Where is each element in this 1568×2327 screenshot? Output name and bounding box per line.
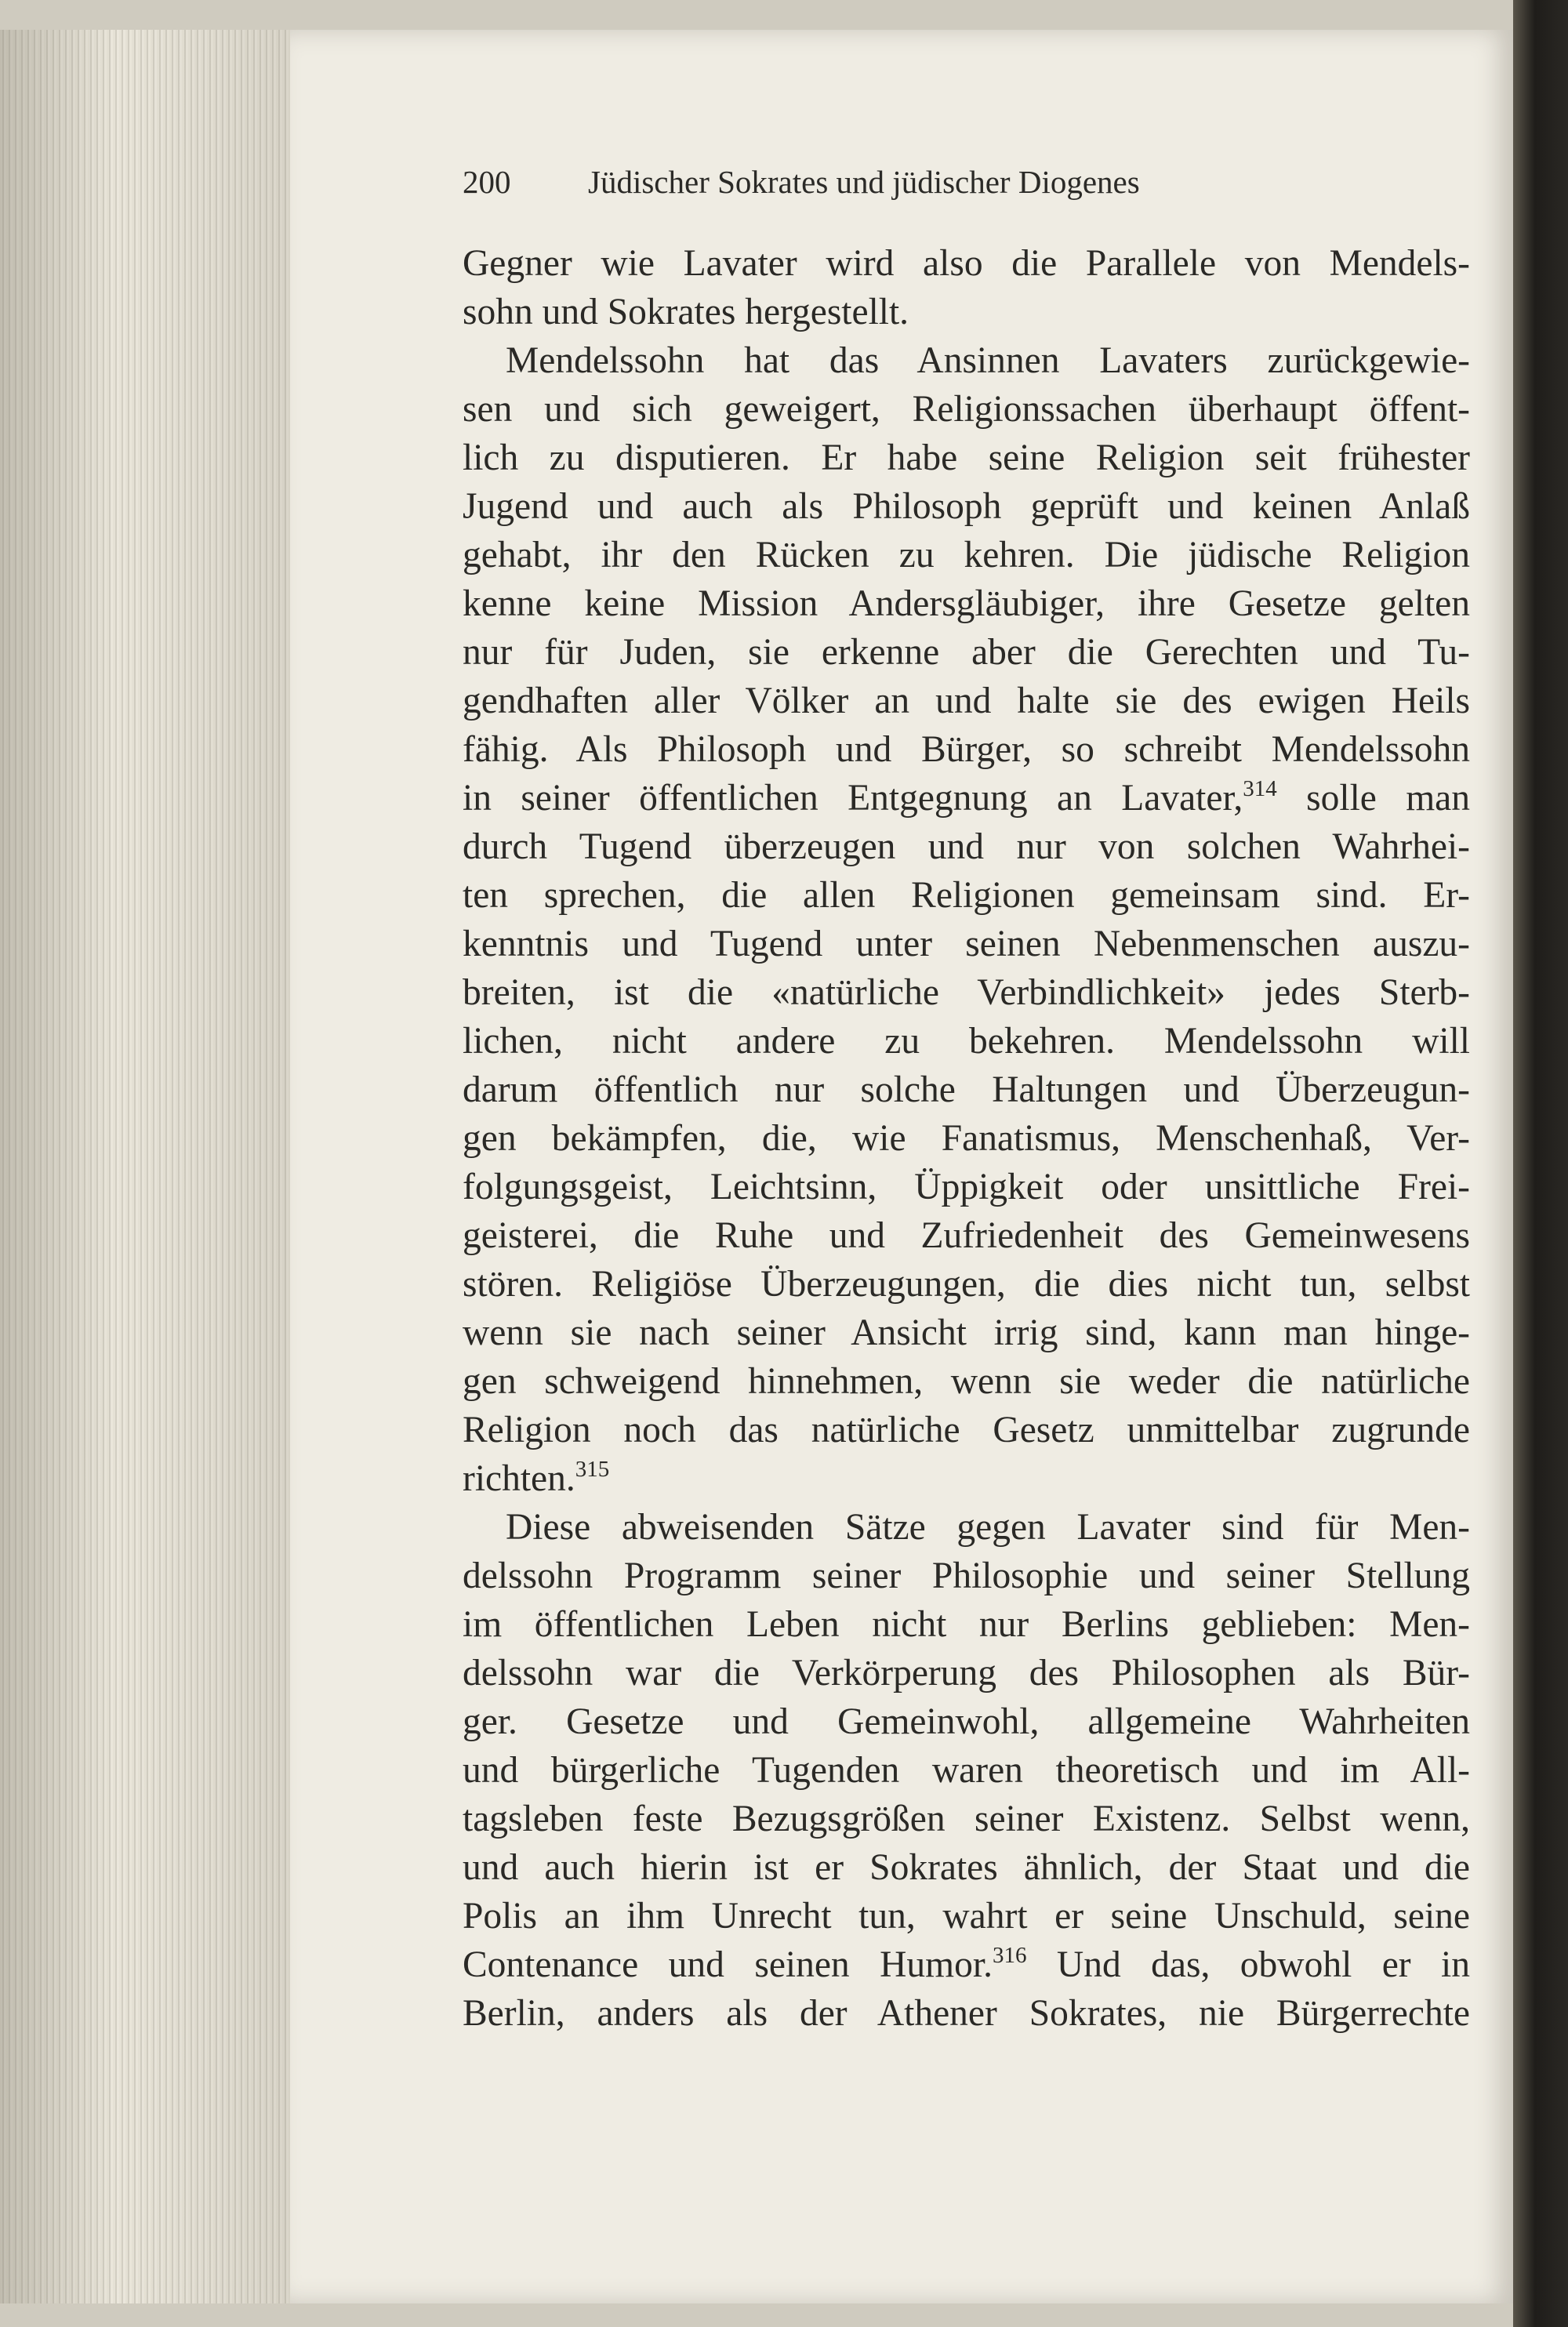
book-binding-edge xyxy=(1513,0,1568,2327)
text-line: fähig. Als Philosoph und Bürger, so schreibt Mendelssohn xyxy=(463,729,1470,770)
text-line: durch Tugend überzeugen und nur von solchen Wahrhei- xyxy=(463,826,1470,867)
text-line: kenntnis und Tugend unter seinen Nebenmenschen auszu- xyxy=(463,924,1470,964)
text-line: Berlin, anders als der Athener Sokrates, nie Bürgerrechte xyxy=(463,1993,1470,2034)
line-text: richten. xyxy=(463,1458,575,1499)
text-line: lichen, nicht andere zu bekehren. Mendelssohn will xyxy=(463,1021,1470,1062)
text-line: gehabt, ihr den Rücken zu kehren. Die jüdische Religion xyxy=(463,535,1470,575)
text-line: delssohn war die Verkörperung des Philosophen als Bür- xyxy=(463,1653,1470,1694)
footnote-marker-314: 314 xyxy=(1243,776,1277,801)
text-line: und bürgerliche Tugenden waren theoretisch und im All- xyxy=(463,1750,1470,1791)
line-text-tail: Und das, obwohl er in xyxy=(1056,1944,1471,1985)
page-number: 200 xyxy=(463,164,511,200)
line-text-tail: solle man xyxy=(1306,778,1471,819)
text-line-with-footnote xyxy=(463,774,1470,822)
text-line: gendhaften aller Völker an und halte sie des ewigen Heils xyxy=(463,681,1470,721)
text-line: gen bekämpfen, die, wie Fanatismus, Menschenhaß, Ver- xyxy=(463,1118,1470,1159)
text-line: Jugend und auch als Philosoph geprüft und keinen Anlaß xyxy=(463,486,1470,527)
running-title: Jüdischer Sokrates und jüdischer Diogenes xyxy=(588,164,1140,200)
footnote-marker-316: 316 xyxy=(992,1943,1027,1968)
text-line-with-footnote xyxy=(463,1940,1470,1989)
text-line: gen schweigend hinnehmen, wenn sie weder die natürliche xyxy=(463,1361,1470,1402)
page-stack-shadow xyxy=(0,30,290,2303)
text-line: ger. Gesetze und Gemeinwohl, allgemeine Wahrheiten xyxy=(463,1701,1470,1742)
text-line: Mendelssohn hat das Ansinnen Lavaters zurückgewie- xyxy=(506,340,1470,381)
text-line: tagsleben feste Bezugsgrößen seiner Existenz. Selbst wenn, xyxy=(463,1799,1470,1839)
text-line: lich zu disputieren. Er habe seine Religion seit frühester xyxy=(463,437,1470,478)
text-line: und auch hierin ist er Sokrates ähnlich, der Staat und die xyxy=(463,1847,1470,1888)
line-text: in seiner öffentlichen Entgegnung an Lavater, xyxy=(463,778,1243,819)
text-line: Diese abweisenden Sätze gegen Lavater sind für Men- xyxy=(506,1507,1470,1548)
text-line: Polis an ihm Unrecht tun, wahrt er seine Unschuld, seine xyxy=(463,1896,1470,1937)
text-line: sen und sich geweigert, Religionssachen überhaupt öffent- xyxy=(463,389,1470,430)
text-line: nur für Juden, sie erkenne aber die Gerechten und Tu- xyxy=(463,632,1470,673)
text-line-with-footnote xyxy=(463,1454,1470,1503)
text-line: im öffentlichen Leben nicht nur Berlins geblieben: Men- xyxy=(463,1604,1470,1645)
text-line: folgungsgeist, Leichtsinn, Üppigkeit oder unsittliche Frei- xyxy=(463,1167,1470,1207)
text-line: ten sprechen, die allen Religionen gemeinsam sind. Er- xyxy=(463,875,1470,916)
text-line: geisterei, die Ruhe und Zufriedenheit des Gemeinwesens xyxy=(463,1215,1470,1256)
line-text: Contenance und seinen Humor. xyxy=(463,1944,993,1985)
text-line: delssohn Programm seiner Philosophie und seiner Stellung xyxy=(463,1556,1470,1596)
text-line: stören. Religiöse Überzeugungen, die dies nicht tun, selbst xyxy=(463,1264,1470,1305)
text-line: Religion noch das natürliche Gesetz unmittelbar zugrunde xyxy=(463,1410,1470,1450)
footnote-marker-315: 315 xyxy=(575,1457,610,1482)
text-line: Gegner wie Lavater wird also die Parallele von Mendels- xyxy=(463,243,1470,284)
text-line: wenn sie nach seiner Ansicht irrig sind, kann man hinge- xyxy=(463,1312,1470,1353)
text-line: breiten, ist die «natürliche Verbindlichkeit» jedes Sterb- xyxy=(463,972,1470,1013)
text-line: sohn und Sokrates hergestellt. xyxy=(463,292,909,332)
running-head xyxy=(463,163,1140,201)
text-line: kenne keine Mission Andersgläubiger, ihre Gesetze gelten xyxy=(463,583,1470,624)
body-text xyxy=(463,239,1470,2038)
text-line: darum öffentlich nur solche Haltungen und Überzeugun- xyxy=(463,1069,1470,1110)
